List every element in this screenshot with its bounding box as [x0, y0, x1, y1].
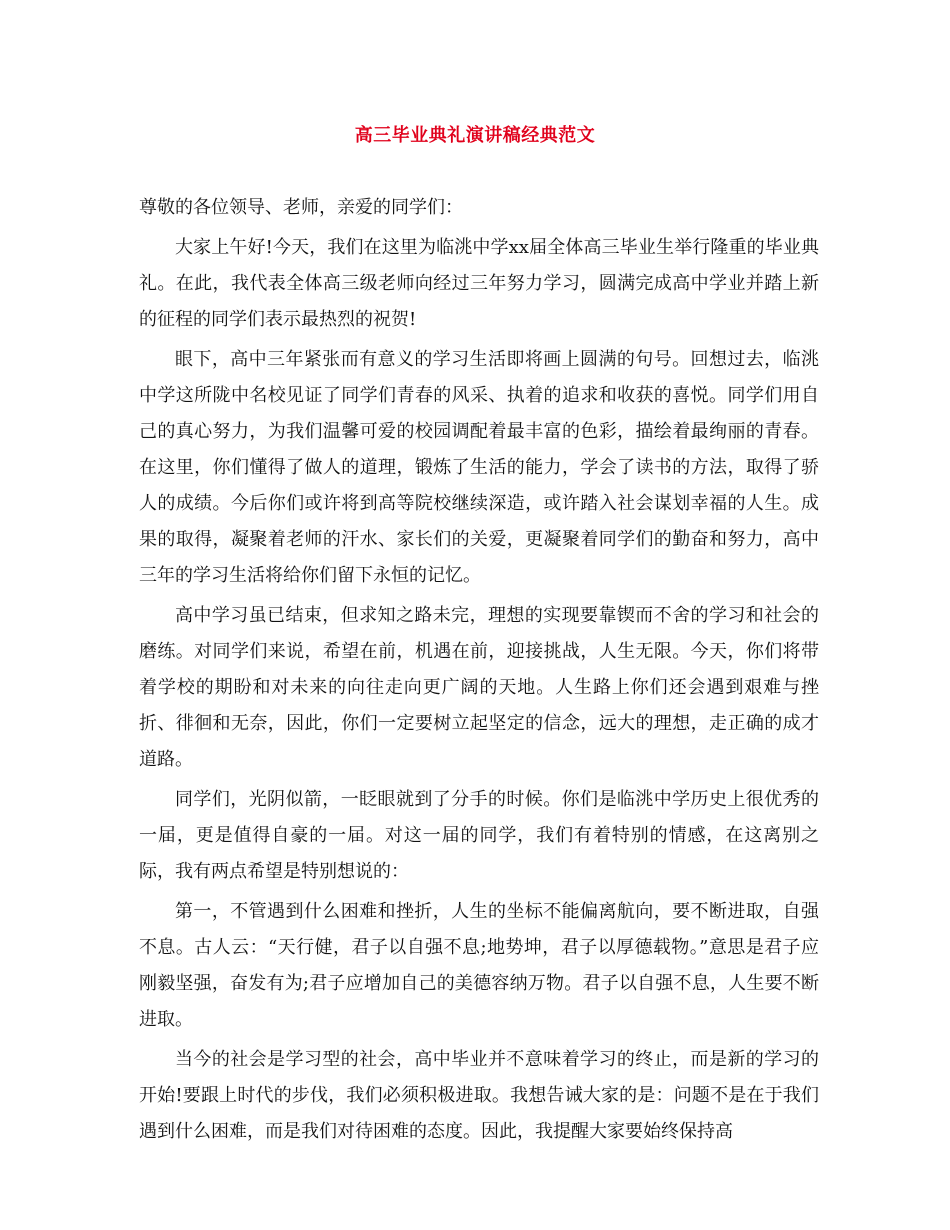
document-body — [139, 190, 819, 1154]
paragraph-4: 同学们，光阴似箭，一眨眼就到了分手的时候。你们是临洮中学历史上很优秀的一届，更是值得自豪的一届。对这一届的同学，我们有着特别的情感，在这离别之际，我有两点希望是特别想说的： — [139, 789, 819, 882]
paragraph-6: 当今的社会是学习型的社会，高中毕业并不意味着学习的终止，而是新的学习的开始!要跟上时代的步伐，我们必须积极进取。我想告诫大家的是：问题不是在于我们遇到什么困难，而是我们对待困难的态度。因此，我提醒大家要始终保持高 — [139, 1049, 819, 1142]
paragraph-5: 第一，不管遇到什么困难和挫折，人生的坐标不能偏离航向，要不断进取，自强不息。古人云：“天行健，君子以自强不息;地势坤，君子以厚德载物。”意思是君子应刚毅坚强，奋发有为;君子应增加自己的美德容纳万物。君子以自强不息，人生要不断进取。 — [139, 901, 819, 1030]
paragraph-2: 眼下，高中三年紧张而有意义的学习生活即将画上圆满的句号。回想过去，临洮中学这所陇中名校见证了同学们青春的风采、执着的追求和收获的喜悦。同学们用自己的真心努力，为我们温馨可爱的校园调配着最丰富的色彩，描绘着最绚丽的青春。在这里，你们懂得了做人的道理，锻炼了生活的能力，学会了读书的方法，取得了骄人的成绩。今后你们或许将到高等院校继续深造，或许踏入社会谋划幸福的人生。成果的取得，凝聚着老师的汗水、家长们的关爱，更凝聚着同学们的勤奋和努力，高中三年的学习生活将给你们留下永恒的记忆。 — [139, 349, 819, 586]
paragraph-3: 高中学习虽已结束，但求知之路未完，理想的实现要靠锲而不舍的学习和社会的磨练。对同学们来说，希望在前，机遇在前，迎接挑战，人生无限。今天，你们将带着学校的期盼和对未来的向往走向更广阔的天地。人生路上你们还会遇到艰难与挫折、徘徊和无奈，因此，你们一定要树立起坚定的信念，远大的理想，走正确的成才道路。 — [139, 605, 819, 770]
paragraph-1: 大家上午好!今天，我们在这里为临洮中学xx届全体高三毕业生举行隆重的毕业典礼。在此，我代表全体高三级老师向经过三年努力学习，圆满完成高中学业并踏上新的征程的同学们表示最热烈的祝贺! — [139, 237, 819, 330]
salutation: 尊敬的各位领导、老师，亲爱的同学们： — [139, 197, 463, 218]
document-title: 高三毕业典礼演讲稿经典范文 — [354, 125, 596, 146]
